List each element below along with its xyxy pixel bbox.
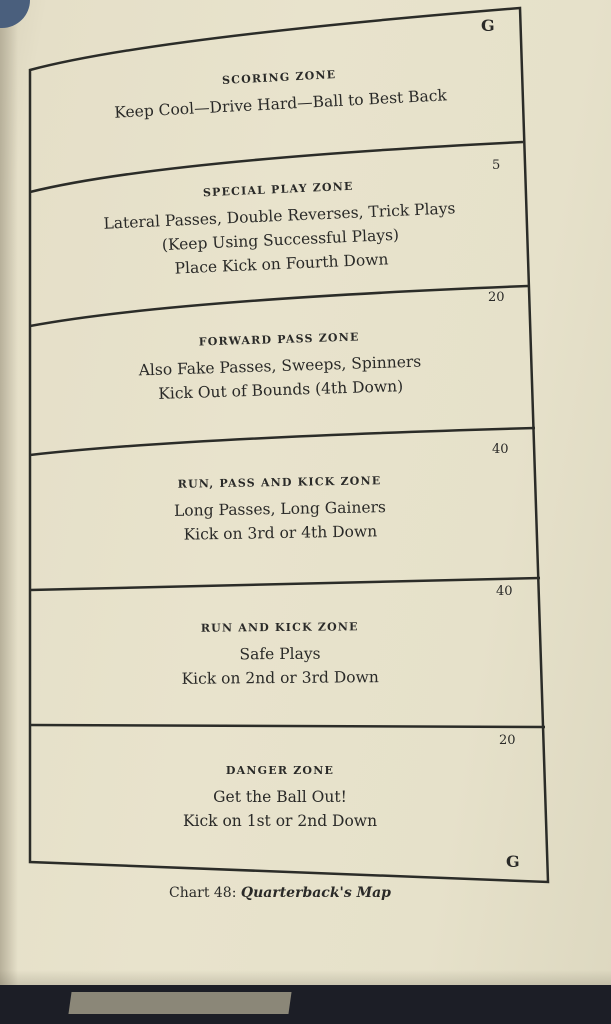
zone-text: Safe Plays: [239, 644, 321, 664]
zone-text: Also Fake Passes, Sweeps, Spinners: [138, 352, 422, 380]
page-edge-strip: [68, 992, 291, 1014]
yard-marker-5: 5: [492, 158, 501, 173]
yard-marker-40-bottom: 40: [496, 584, 513, 599]
zone-text: Keep Cool—Drive Hard—Ball to Best Back: [113, 86, 448, 122]
zone-text: Lateral Passes, Double Reverses, Trick Plays: [103, 199, 456, 233]
yard-marker-goal-top: G: [481, 16, 495, 35]
zone-text: Kick Out of Bounds (4th Down): [158, 377, 404, 403]
chart-caption: [30, 885, 530, 901]
zone-text: Long Passes, Long Gainers: [173, 498, 387, 520]
yard-marker-20-top: 20: [488, 290, 505, 305]
caption-title: Quarterback's Map: [240, 885, 391, 901]
zone-divider-3: [30, 428, 535, 455]
yard-marker-40-top: 40: [492, 442, 509, 457]
yard-marker-20-bottom: 20: [499, 733, 516, 748]
zone-run-and-kick: [30, 618, 531, 692]
zone-text: Kick on 1st or 2nd Down: [182, 812, 378, 830]
zone-run-pass-kick: [29, 471, 530, 550]
zone-text: Kick on 3rd or 4th Down: [183, 522, 378, 544]
zone-divider-4: [30, 578, 540, 590]
chart-border: [30, 8, 548, 882]
zone-text: Get the Ball Out!: [213, 788, 347, 806]
zone-danger: [30, 763, 530, 833]
zone-title: SCORING ZONE: [221, 68, 337, 88]
zone-title: RUN AND KICK ZONE: [200, 620, 359, 635]
zone-title: FORWARD PASS ZONE: [198, 330, 360, 349]
zone-divider-5: [30, 725, 545, 727]
zone-title: SPECIAL PLAY ZONE: [202, 179, 354, 200]
zone-title: RUN, PASS AND KICK ZONE: [177, 474, 382, 491]
zone-text: Place Kick on Fourth Down: [174, 250, 389, 278]
zone-title: DANGER ZONE: [225, 764, 335, 777]
zone-divider-2: [30, 286, 528, 326]
yard-marker-goal-bottom: G: [506, 852, 520, 871]
zone-text: Kick on 2nd or 3rd Down: [181, 668, 379, 688]
zone-text: (Keep Using Successful Plays): [161, 225, 400, 255]
caption-label: Chart 48:: [169, 885, 237, 901]
